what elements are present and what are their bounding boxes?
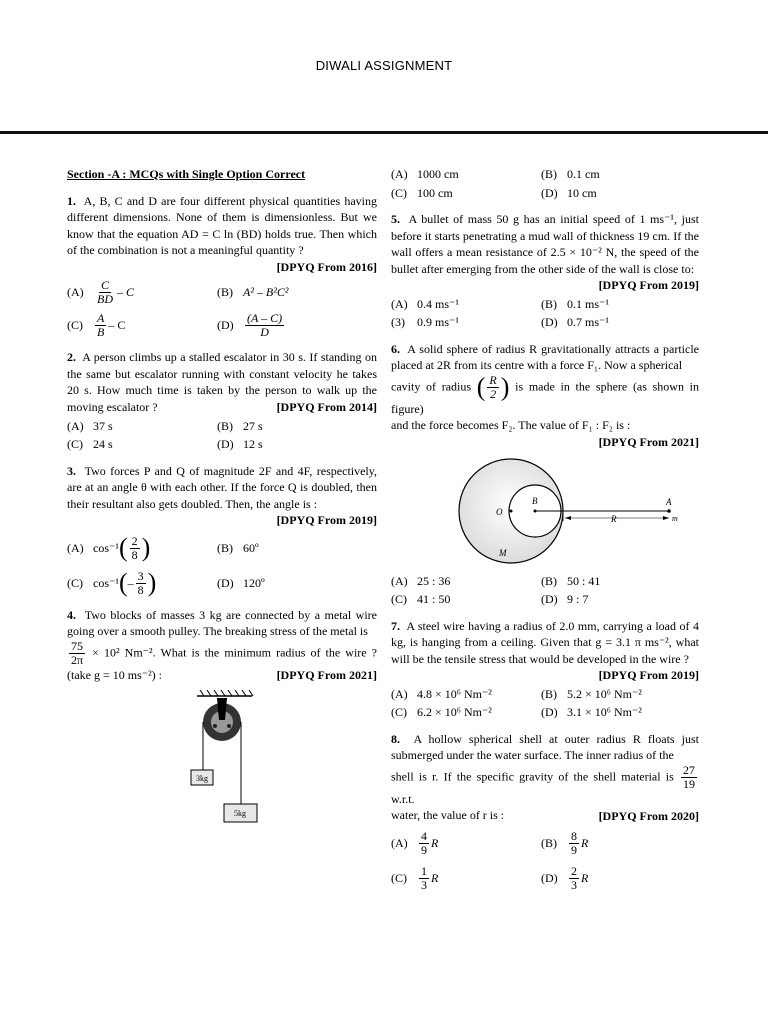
option-b[interactable]: (B) A² – B²C²	[217, 285, 289, 300]
option-b[interactable]: (B) 27 s	[217, 418, 263, 433]
option-d[interactable]: (D) $\frac{(A - C)}{D}$	[217, 311, 283, 339]
option-c[interactable]: (C) cos⁻¹ ( – $\frac{3}{8}$ )	[67, 568, 157, 597]
option-c[interactable]: (C) 6.2 × 10⁶ Nm⁻²	[391, 705, 492, 719]
option-a[interactable]: (A) $\frac{4}{9}$ R	[391, 829, 439, 857]
question-8: 8. A hollow spherical shell at outer radius R floats just submerged under the water surface. The inner radius of the shell is r. If the specific gravity of the shell material is $\frac{27}{19}$ w.r.t. water, the value of r is :	[391, 731, 699, 822]
page-header: DIWALI ASSIGNMENT	[315, 58, 453, 73]
question-tag: [DPYQ From 2019]	[598, 668, 699, 682]
question-text: A, B, C and D are four different physical quantities having different dimensions. None of them is dimensionless. But we know that the equation AD = C ln (BD) holds true. Then which of the combination is not a meaningful quantity ?	[67, 193, 377, 257]
option-d[interactable]: (D) 10 cm	[541, 185, 597, 200]
question-tag: [DPYQ From 2020]	[598, 808, 699, 823]
option-a[interactable]: (A) 37 s	[67, 418, 113, 433]
option-c[interactable]: (C) 41 : 50	[391, 592, 451, 606]
question-text: A person climbs up a stalled escalator in 30 s. If standing on the same but escalator running with constant velocity he takes 20 s. How much time is taken by the person to walk up the moving escalator ?	[67, 350, 377, 414]
options-q6	[391, 573, 699, 608]
right-column	[391, 166, 699, 892]
option-b[interactable]: (B) 50 : 41	[541, 573, 601, 588]
option-b[interactable]: (B) 5.2 × 10⁶ Nm⁻²	[541, 686, 642, 701]
options-q8	[391, 830, 699, 892]
svg-text:B: B	[532, 496, 538, 506]
option-b[interactable]: (B) 0.1 ms⁻¹	[541, 296, 609, 311]
block-5kg-label: 5kg	[234, 808, 246, 818]
option-a[interactable]: (A) cos⁻¹ ( $\frac{2}{8}$ )	[67, 533, 151, 562]
block-3kg-label: 3kg	[196, 773, 208, 783]
question-5: 5. A bullet of mass 50 g has an initial speed of 1 ms⁻¹, just before it starts penetrating a mud wall of thickness 19 cm. If the wall offers a mean resistance of 2.5 × 10⁻² N, the speed of the bullet after emerging from the other side of the wall is close to:	[391, 212, 699, 276]
options-q7	[391, 686, 699, 721]
question-tag: [DPYQ From 2014]	[276, 400, 377, 414]
question-1	[67, 193, 377, 259]
option-c[interactable]: (3) 0.9 ms⁻¹	[391, 315, 459, 329]
option-c[interactable]: (C) $\frac{1}{3}$ R	[391, 864, 439, 892]
question-text: Two forces P and Q of magnitude 2F and 4F, respectively, are at an angle θ with each other. If the force Q is doubled, then their resultant also gets doubled. Then, the angle is :	[67, 463, 377, 511]
option-c[interactable]: (C) 24 s	[67, 437, 113, 451]
options-q3	[67, 535, 377, 597]
svg-text:M: M	[499, 548, 507, 558]
options-q2	[67, 418, 377, 453]
question-6: 6. A solid sphere of radius R gravitationally attracts a particle placed at 2R from its centre with a force F₁. Now a spherical cavity of radius ( $\frac{R}{2}$ ) is made in the sphere (as shown in figure) and the force becomes F₂. The value of F₁ : F₂ is :	[391, 341, 699, 432]
option-c[interactable]: (C) $\frac{A}{B}$ – C	[67, 311, 126, 339]
question-3: 3. Two forces P and Q of magnitude 2F and 4F, respectively, are at an angle θ with each other. If the force Q is doubled, then their resultant also gets doubled. Then, the angle is :	[67, 463, 377, 511]
options-q5	[391, 296, 699, 331]
option-c[interactable]: (C) 100 cm	[391, 185, 453, 200]
svg-text:A: A	[666, 497, 672, 507]
option-d[interactable]: (D) $\frac{2}{3}$ R	[541, 864, 589, 892]
question-tag: [DPYQ From 2021]	[276, 668, 377, 682]
options-q4	[391, 166, 699, 201]
option-d[interactable]: (D) 3.1 × 10⁶ Nm⁻²	[541, 705, 642, 719]
question-tag: [DPYQ From 2016]	[276, 259, 377, 274]
svg-text:O: O	[496, 507, 503, 517]
pulley-figure	[182, 690, 302, 835]
option-a[interactable]: (A) $\frac{C}{BD}$ – C	[67, 278, 135, 306]
question-text: Two blocks of masses 3 kg are connected by a metal wire going over a smooth pulley. The breaking stress of the metal is	[67, 607, 377, 638]
question-7: 7. A steel wire having a radius of 2.0 mm, carrying a load of 4 kg, is hanging from a ceiling. Given that g = 3.1 π ms⁻², what will be the tensile stress that would be developed in the wire ?	[391, 618, 699, 666]
option-a[interactable]: (A) 4.8 × 10⁶ Nm⁻²	[391, 686, 492, 701]
svg-text:R: R	[611, 514, 617, 524]
options-q1	[67, 279, 377, 339]
question-text: A bullet of mass 50 g has an initial speed of 1 ms⁻¹, just before it starts penetrating a mud wall of thickness 19 cm. If the wall offers a mean resistance of 2.5 × 10⁻² N, the speed of the bullet after emerging from the other side of the wall is close to:	[391, 212, 699, 276]
question-text: A solid sphere of radius R gravitationally attracts a particle placed at 2R from its centre with a force F₁. Now a spherical	[391, 341, 699, 372]
question-number: 1.	[67, 193, 76, 208]
option-a[interactable]: (A) 0.4 ms⁻¹	[391, 296, 459, 311]
question-2: 2. A person climbs up a stalled escalator in 30 s. If standing on the same but escalator running with constant velocity he takes 20 s. How much time is taken by the person to walk up the moving escalator ?	[67, 350, 377, 414]
option-d[interactable]: (D) 9 : 7	[541, 592, 589, 606]
section-title: Section -A : MCQs with Single Option Correct	[67, 167, 306, 181]
option-b[interactable]: (B) $\frac{8}{9}$ R	[541, 829, 589, 857]
left-column	[67, 166, 377, 839]
question-tag: [DPYQ From 2019]	[276, 513, 377, 527]
question-4: 4. Two blocks of masses 3 kg are connected by a metal wire going over a smooth pulley. The breaking stress of the metal is $\frac{75}{2\pi}$ × 10² Nm⁻². What is the minimum radius of the wire ? (take g = 10 ms⁻²) :	[67, 607, 378, 682]
question-text: A hollow spherical shell at outer radius R floats just submerged under the water surface. The inner radius of the	[391, 731, 699, 762]
option-b[interactable]: (B) 0.1 cm	[541, 167, 600, 181]
sphere-cavity-figure	[451, 456, 731, 566]
question-text: A steel wire having a radius of 2.0 mm, carrying a load of 4 kg, is hanging from a ceiling. Given that g = 3.1 π ms⁻², what will be the tensile stress that would be developed in the wire ?	[391, 618, 699, 666]
question-tag: [DPYQ From 2019]	[598, 278, 699, 292]
option-a[interactable]: (A) 1000 cm	[391, 167, 459, 181]
svg-text:m: m	[672, 514, 678, 523]
question-tag: [DPYQ From 2021]	[598, 434, 699, 449]
option-a[interactable]: (A) 25 : 36	[391, 573, 451, 588]
option-d[interactable]: (D) 0.7 ms⁻¹	[541, 315, 609, 329]
option-b[interactable]: (B) 60º	[217, 540, 259, 555]
header-rule	[0, 131, 768, 134]
option-d[interactable]: (D) 12 s	[217, 437, 263, 451]
option-d[interactable]: (D) 120º	[217, 575, 265, 590]
